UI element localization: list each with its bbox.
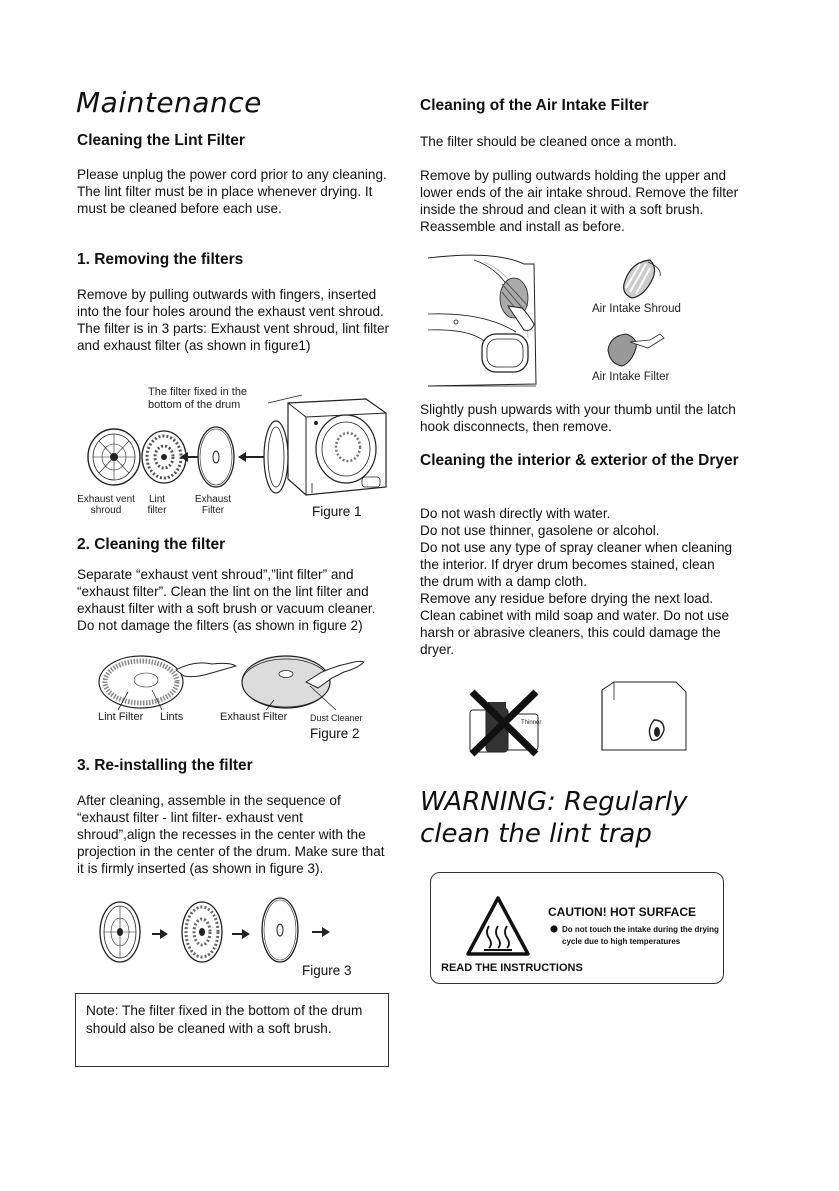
note-box xyxy=(75,993,389,1067)
interior-exterior-text xyxy=(420,505,736,658)
figure-1-caption: Figure 1 xyxy=(312,504,362,519)
fig1-label-exhaust-vent-shroud: Exhaust vent shroud xyxy=(77,494,135,516)
figure-2-caption: Figure 2 xyxy=(310,726,360,741)
air-intake-heading: Cleaning of the Air Intake Filter xyxy=(420,97,649,114)
thinner-label: Thinner xyxy=(521,720,542,726)
air-intake-shroud-label: Air Intake Shroud xyxy=(592,303,681,315)
cleaning-filter-heading: 2. Cleaning the filter xyxy=(77,536,226,553)
caution-title: CAUTION! HOT SURFACE xyxy=(548,905,696,919)
air-intake-text-3: Slightly push upwards with your thumb until the latch hook disconnects, then remove. xyxy=(420,402,736,434)
exhaust-filter-drawing xyxy=(198,427,234,487)
note-text: Note: The filter fixed in the bottom of the drum should also be cleaned with a soft brush. xyxy=(86,1003,363,1036)
figure-2-illustration xyxy=(96,652,376,716)
fig2-label-exhaust-filter: Exhaust Filter xyxy=(220,711,288,723)
interior-line: Remove any residue before drying the next load. xyxy=(420,591,714,606)
warning-text: WARNING: Regularly clean the lint trap xyxy=(420,787,688,849)
removing-filters-heading: 1. Removing the filters xyxy=(77,251,244,268)
page-title: Maintenance xyxy=(76,86,262,119)
reinstall-filter-text: After cleaning, assemble in the sequence of “exhaust filter - lint filter- exhaust vent shroud”,align the recesses in the center with the projection in the center of the drum. Make sure that it is firmly inserted (as shown in figure 3). xyxy=(77,793,385,876)
fig1-label-lint-filter: Lint filter xyxy=(147,494,167,516)
lint-filter-drawing xyxy=(142,431,186,483)
read-instructions-label: READ THE INSTRUCTIONS xyxy=(441,962,583,974)
bullet-icon xyxy=(549,924,559,934)
fig2-label-lints: Lints xyxy=(160,711,184,723)
cleaning-filter-text: Separate “exhaust vent shroud”,”lint filter” and “exhaust filter”. Clean the lint on the lint filter and exhaust filter with a soft brush or vacuum cleaner. Do not damage the filters (as shown in figure 2) xyxy=(77,567,376,633)
fig1-annotation: The filter fixed in the bottom of the drum xyxy=(148,386,248,411)
reinstall-filter-heading: 3. Re-installing the filter xyxy=(77,757,253,774)
caution-bullet-text: Do not touch the intake during the drying cycle due to high temperatures xyxy=(562,925,719,946)
figure-3-illustration xyxy=(98,892,338,968)
interior-line: Clean cabinet with mild soap and water. Do not use harsh or abrasive cleaners, this could damage the dryer. xyxy=(420,608,730,657)
cabinet-wiping-drawing xyxy=(602,682,686,750)
dryer-open-door-drawing xyxy=(264,399,386,495)
air-intake-text-2: Remove by pulling outwards holding the upper and lower ends of the air intake shroud. Remove the filter inside the shroud and clean it with a soft brush. Reassemble and install as before. xyxy=(420,168,739,234)
fig2-label-dust-cleaner: Dust Cleaner xyxy=(310,713,363,723)
exhaust-vent-shroud-drawing xyxy=(88,429,140,485)
fig1-label-exhaust-filter: Exhaust Filter xyxy=(194,494,232,516)
lint-filter-drawing xyxy=(182,902,222,962)
lint-filter-heading: Cleaning the Lint Filter xyxy=(77,132,245,149)
exhaust-filter-cleaning-drawing xyxy=(242,656,364,710)
figure-3-caption: Figure 3 xyxy=(302,963,352,978)
air-intake-filter-drawing xyxy=(608,334,664,366)
cleaning-prohibitions-illustration xyxy=(464,680,694,760)
dryer-front-drawing xyxy=(428,255,536,386)
hot-surface-warning-icon xyxy=(466,896,530,958)
air-intake-filter-label: Air Intake Filter xyxy=(592,371,670,383)
exhaust-vent-shroud-drawing xyxy=(100,902,140,962)
air-intake-text-1: The filter should be cleaned once a month. xyxy=(420,134,677,149)
fig2-label-lint-filter: Lint Filter xyxy=(98,711,144,723)
interior-line: Do not use any type of spray cleaner when cleaning the interior. If dryer drum becomes stained, clean the drum with a damp cloth. xyxy=(420,540,733,589)
air-intake-shroud-drawing xyxy=(624,260,661,298)
lint-filter-cleaning-drawing xyxy=(99,656,236,710)
interior-line: Do not wash directly with water. xyxy=(420,506,611,521)
removing-filters-text: Remove by pulling outwards with fingers, inserted into the four holes around the exhaust vent shroud. The filter is in 3 parts: Exhaust vent shroud, lint filter and exhaust filter (as shown in figure1) xyxy=(77,287,390,353)
lint-filter-text: Please unplug the power cord prior to any cleaning. The lint filter must be in place whenever drying. It must be cleaned before each use. xyxy=(77,167,387,216)
interior-exterior-heading: Cleaning the interior & exterior of the Dryer xyxy=(420,452,739,469)
air-intake-illustration xyxy=(424,254,714,390)
interior-line: Do not use thinner, gasolene or alcohol. xyxy=(420,523,660,538)
exhaust-filter-drawing xyxy=(262,898,298,962)
